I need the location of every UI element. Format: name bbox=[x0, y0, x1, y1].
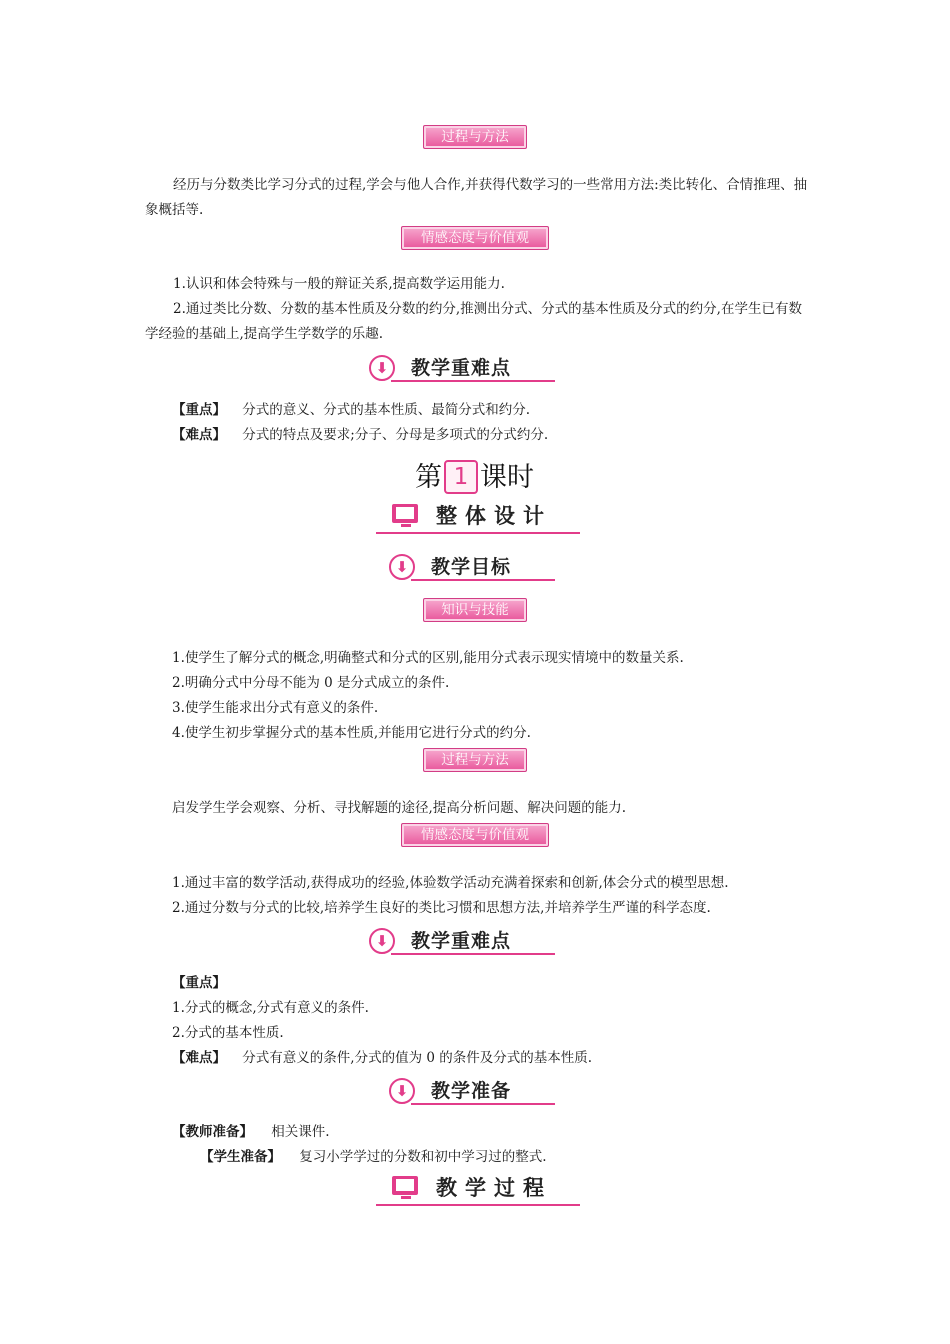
lesson-number: 1 bbox=[444, 460, 478, 494]
difficult-label: 【难点】 bbox=[172, 1050, 226, 1066]
section-underline bbox=[391, 953, 555, 955]
attitude-item: 1.认识和体会特殊与一般的辩证关系,提高数学运用能力. bbox=[173, 276, 505, 292]
section-underline bbox=[376, 532, 580, 534]
attitude-item: 1.通过丰富的数学活动,获得成功的经验,体验数学活动充满着探索和创新,体会分式的模型思想. bbox=[172, 875, 729, 891]
down-arrow-icon: ⬇ bbox=[389, 554, 415, 580]
difficult-text: 分式有意义的条件,分式的值为 0 的条件及分式的基本性质. bbox=[242, 1050, 593, 1066]
knowledge-item: 4.使学生初步掌握分式的基本性质,并能用它进行分式的约分. bbox=[172, 725, 531, 741]
knowledge-item: 2.明确分式中分母不能为 0 是分式成立的条件. bbox=[172, 675, 450, 691]
process-method-text: 经历与分数类比学习分式的过程,学会与他人合作,并获得代数学习的一些常用方法:类比转化、合情推理、抽象概括等. bbox=[145, 177, 808, 218]
tag-knowledge: 知识与技能 bbox=[423, 598, 527, 622]
section-key-points bbox=[369, 925, 559, 961]
teacher-prep-row bbox=[172, 1122, 330, 1142]
section-title: 整体设计 bbox=[436, 504, 552, 528]
difficult-label: 【难点】 bbox=[172, 427, 226, 443]
key-text: 分式的意义、分式的基本性质、最简分式和约分. bbox=[242, 402, 531, 418]
section-underline bbox=[411, 579, 555, 581]
tag-process-method: 过程与方法 bbox=[423, 748, 527, 772]
process-method-text: 启发学生学会观察、分析、寻找解题的途径,提高分析问题、解决问题的能力. bbox=[172, 800, 627, 816]
section-objectives bbox=[389, 551, 559, 587]
section-title: 教学过程 bbox=[436, 1176, 552, 1200]
section-underline bbox=[411, 1103, 555, 1105]
section-preparation bbox=[389, 1075, 559, 1111]
down-arrow-icon: ⬇ bbox=[369, 355, 395, 381]
teacher-prep-label: 【教师准备】 bbox=[172, 1124, 253, 1140]
section-underline bbox=[376, 1204, 580, 1206]
lesson-heading bbox=[415, 455, 534, 495]
key-point-row bbox=[172, 400, 530, 420]
key-item: 1.分式的概念,分式有意义的条件. bbox=[172, 1000, 369, 1016]
difficult-point-row bbox=[172, 425, 548, 445]
difficult-text: 分式的特点及要求;分子、分母是多项式的分式约分. bbox=[242, 427, 549, 443]
section-teaching-process bbox=[392, 1172, 592, 1212]
teacher-prep-text: 相关课件. bbox=[271, 1124, 330, 1140]
section-title: 教学重难点 bbox=[411, 357, 512, 379]
attitude-item: 2.通过分数与分式的比较,培养学生良好的类比习惯和思想方法,并培养学生严谨的科学态度. bbox=[172, 900, 711, 916]
monitor-stand bbox=[401, 524, 411, 527]
key-label: 【重点】 bbox=[172, 402, 226, 418]
knowledge-item: 1.使学生了解分式的概念,明确整式和分式的区别,能用分式表示现实情境中的数量关系. bbox=[172, 650, 684, 666]
difficult-point-row bbox=[172, 1048, 592, 1068]
down-arrow-icon: ⬇ bbox=[389, 1078, 415, 1104]
section-overall-design bbox=[392, 500, 592, 540]
lesson-suffix: 课时 bbox=[480, 462, 534, 493]
tag-attitude: 情感态度与价值观 bbox=[401, 823, 549, 847]
knowledge-item: 3.使学生能求出分式有意义的条件. bbox=[172, 700, 379, 716]
section-title: 教学目标 bbox=[431, 556, 512, 578]
attitude-item: 2.通过类比分数、分数的基本性质及分数的约分,推测出分式、分式的基本性质及分式的约分,在学生已有数学经验的基础上,提高学生学数学的乐趣. bbox=[145, 301, 802, 342]
student-prep-row bbox=[200, 1147, 547, 1167]
tag-process-method: 过程与方法 bbox=[423, 125, 527, 149]
student-prep-label: 【学生准备】 bbox=[200, 1149, 281, 1165]
section-title: 教学准备 bbox=[431, 1080, 512, 1102]
down-arrow-icon: ⬇ bbox=[369, 928, 395, 954]
section-underline bbox=[391, 380, 555, 382]
key-item: 2.分式的基本性质. bbox=[172, 1025, 284, 1041]
monitor-stand bbox=[401, 1196, 411, 1199]
monitor-icon bbox=[392, 1176, 418, 1195]
lesson-prefix: 第 bbox=[415, 462, 442, 493]
monitor-icon bbox=[392, 504, 418, 523]
key-label: 【重点】 bbox=[172, 975, 226, 991]
tag-attitude: 情感态度与价值观 bbox=[401, 226, 549, 250]
section-key-points bbox=[369, 352, 559, 388]
student-prep-text: 复习小学学过的分数和初中学习过的整式. bbox=[299, 1149, 547, 1165]
section-title: 教学重难点 bbox=[411, 930, 512, 952]
